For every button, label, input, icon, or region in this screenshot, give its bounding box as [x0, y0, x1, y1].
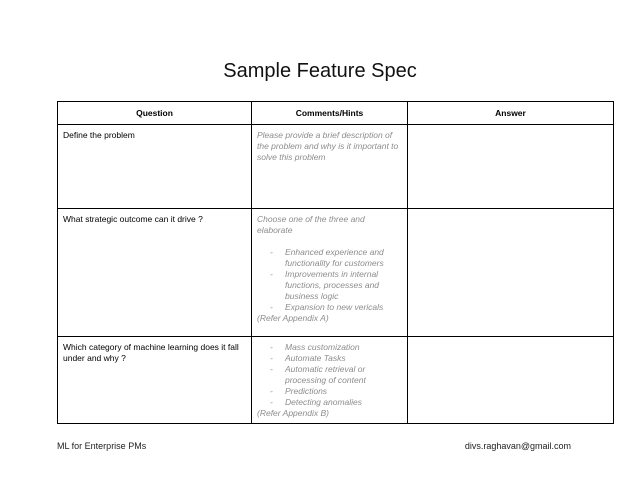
question-cell: What strategic outcome can it drive ? — [58, 209, 252, 337]
footer-email: divs.raghavan@gmail.com — [464, 441, 571, 451]
table-row — [58, 337, 614, 424]
hint-reference: (Refer Appendix A) — [257, 313, 329, 323]
hint-text: Choose one of the three and elaborate — [257, 214, 365, 235]
table-row — [58, 209, 614, 337]
hint-list-item: - Automatic retrieval or processing of content — [270, 364, 366, 385]
feature-spec-table — [57, 101, 614, 424]
hint-list-item: - Improvements in internal functions, processes and business logic — [270, 269, 380, 301]
answer-cell[interactable] — [408, 125, 614, 209]
answer-cell[interactable] — [408, 337, 614, 424]
hint-cell — [252, 125, 408, 209]
hint-cell — [252, 337, 408, 424]
question-cell: Define the problem — [58, 125, 252, 209]
hint-reference: (Refer Appendix B) — [257, 408, 329, 418]
hint-list-item: - Expansion to new vericals — [270, 302, 384, 312]
header-question: Question — [58, 102, 252, 125]
header-answer: Answer — [408, 102, 614, 125]
page-title: Sample Feature Spec — [223, 60, 417, 82]
hint-list-item: - Enhanced experience and functionality for customers — [270, 247, 384, 268]
hint-cell — [252, 209, 408, 337]
header-comments-hints: Comments/Hints — [252, 102, 408, 125]
table-row — [58, 125, 614, 209]
hint-list-item: - Mass customization — [270, 342, 360, 352]
footer-left-text: ML for Enterprise PMs — [57, 441, 147, 451]
hint-list — [257, 247, 402, 313]
table-header-row — [58, 102, 614, 125]
question-cell: Which category of machine learning does it fall under and why ? — [58, 337, 252, 424]
hint-list-item: - Automate Tasks — [270, 353, 346, 363]
hint-list-item: - Predictions — [270, 386, 328, 396]
answer-cell[interactable] — [408, 209, 614, 337]
hint-text: Please provide a brief description of the problem and why is it important to solve this problem — [257, 130, 399, 162]
hint-list — [257, 342, 402, 408]
hint-list-item: - Detecting anomalies — [270, 397, 363, 407]
